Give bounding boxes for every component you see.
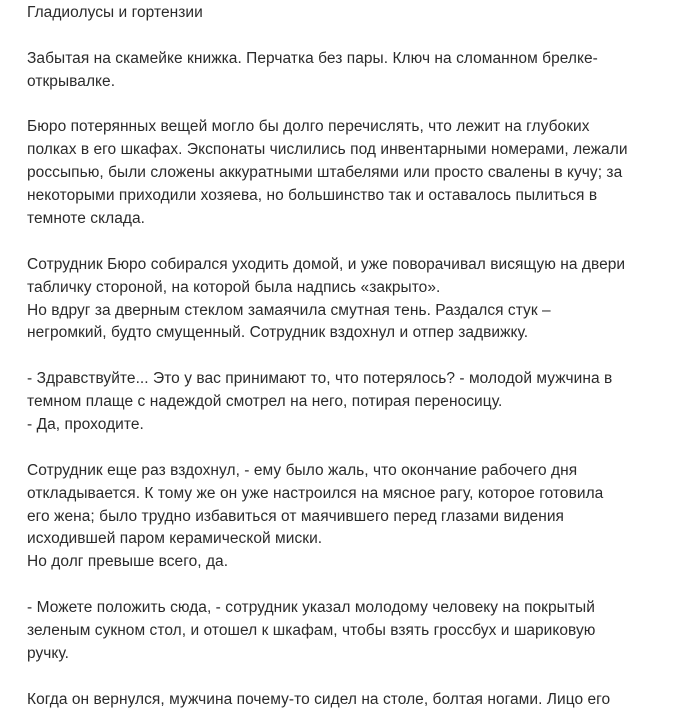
text-line: россыпью, были сложены аккуратными штабелями или просто свалены в кучу; за	[27, 164, 623, 182]
paragraph-3	[27, 254, 672, 346]
paragraph-gap	[27, 231, 672, 254]
paragraph-gap	[27, 666, 672, 689]
text-line: Сотрудник Бюро собирался уходить домой, и уже поворачивал висящую на двери	[27, 255, 626, 273]
text-line: Забытая на скамейке книжка. Перчатка без пары. Ключ на сломанном брелке-	[27, 49, 598, 67]
text-line: Сотрудник еще раз вздохнул, - ему было жаль, что окончание рабочего дня	[27, 461, 578, 479]
paragraph-5	[27, 460, 672, 574]
text-line: темноте склада.	[27, 210, 145, 228]
paragraph-gap	[27, 574, 672, 597]
text-line: ручку.	[27, 644, 70, 662]
paragraph-7	[27, 689, 672, 712]
text-line: открывалке.	[27, 72, 116, 90]
paragraph-gap	[27, 25, 672, 48]
paragraph-2	[27, 116, 672, 230]
document-title: Гладиолусы и гортензии	[27, 4, 203, 21]
text-line: полках в его шкафах. Экспонаты числились под инвентарными номерами, лежали	[27, 141, 628, 159]
text-line: - Здравствуйте... Это у вас принимают то, что потерялось? - молодой мужчина в	[27, 370, 613, 388]
text-line: Бюро потерянных вещей могло бы долго перечислять, что лежит на глубоких	[27, 118, 590, 136]
paragraph-6	[27, 597, 672, 666]
paragraph-gap	[27, 94, 672, 117]
text-line: темном плаще с надеждой смотрел на него, потирая переносицу.	[27, 393, 503, 411]
text-line: негромкий, будто смущенный. Сотрудник вздохнул и отпер задвижку.	[27, 324, 529, 342]
text-line: табличку стороной, на которой была надпись «закрыто».	[27, 278, 441, 296]
text-line: его жена; было трудно избавиться от маячившего перед глазами видения	[27, 507, 564, 525]
text-line: зеленым сукном стол, и отошел к шкафам, чтобы взять гроссбух и шариковую	[27, 622, 596, 640]
text-line: - Можете положить сюда, - сотрудник указал молодому человеку на покрытый	[27, 599, 595, 617]
text-line: Но вдруг за дверным стеклом замаячила смутная тень. Раздался стук –	[27, 301, 551, 319]
text-line: Когда он вернулся, мужчина почему-то сидел на столе, болтая ногами. Лицо его	[27, 690, 611, 708]
text-line: откладывается. К тому же он уже настроился на мясное рагу, которое готовила	[27, 484, 604, 502]
text-line: - Да, проходите.	[27, 416, 144, 434]
text-line: некоторыми приходили хозяева, но большинство так и оставалось пылиться в	[27, 187, 598, 205]
document-body	[27, 0, 672, 712]
paragraph-4	[27, 368, 672, 437]
paragraph-1	[27, 48, 672, 94]
text-line: исходившей паром керамической миски.	[27, 530, 323, 548]
paragraph-gap	[27, 345, 672, 368]
text-line: Но долг превыше всего, да.	[27, 553, 229, 571]
paragraph-gap	[27, 437, 672, 460]
